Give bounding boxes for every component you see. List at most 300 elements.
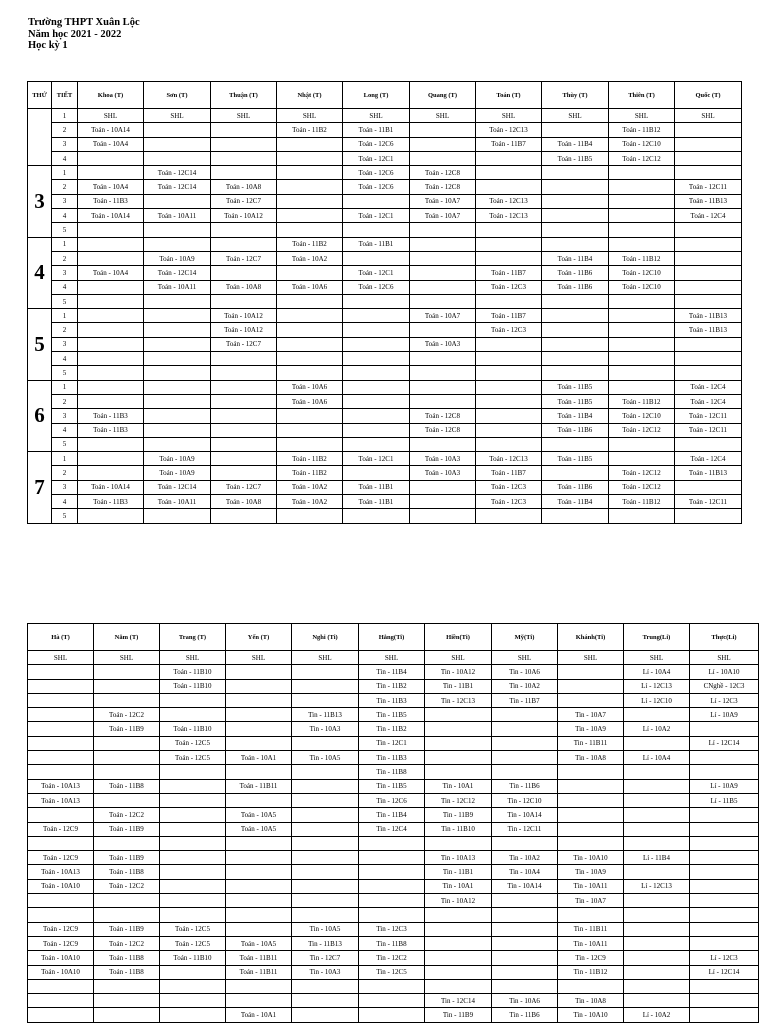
table-cell	[144, 323, 211, 337]
table-cell	[609, 223, 675, 237]
table-cell	[609, 209, 675, 223]
table-cell: Toán - 12C13	[476, 452, 542, 466]
table-cell	[160, 894, 226, 908]
table-row	[28, 380, 742, 394]
table-cell: Toán - 11B5	[542, 452, 609, 466]
table-cell	[226, 922, 292, 936]
table-row	[28, 651, 759, 665]
timetable-bottom	[27, 623, 759, 1023]
table-cell: Toán - 11B12	[609, 251, 675, 265]
table-cell	[476, 366, 542, 380]
table-cell: Toán - 12C14	[144, 166, 211, 180]
table-cell: Toán - 12C13	[476, 123, 542, 137]
table-cell: Toán - 12C5	[160, 751, 226, 765]
table-cell	[609, 452, 675, 466]
table-cell	[28, 908, 94, 922]
table-cell: Tin - 10A5	[292, 922, 359, 936]
table-cell: Tin - 11B13	[292, 708, 359, 722]
table-cell	[425, 936, 492, 950]
table-cell	[492, 965, 558, 979]
table-cell: Toán - 12C7	[211, 337, 277, 351]
table-cell	[78, 251, 144, 265]
table-cell	[624, 779, 690, 793]
table-cell: SHL	[78, 109, 144, 123]
table-cell: Toán - 12C7	[211, 480, 277, 494]
table-cell	[144, 423, 211, 437]
table-cell	[94, 994, 160, 1008]
table-cell	[144, 380, 211, 394]
table-cell	[160, 908, 226, 922]
table-cell	[144, 437, 211, 451]
period-number: 4	[52, 495, 78, 509]
table-row	[28, 266, 742, 280]
table-cell: Toán - 12C1	[343, 266, 410, 280]
table-cell	[425, 965, 492, 979]
column-header: Nghi (Ti)	[292, 624, 359, 651]
table-cell	[292, 808, 359, 822]
table-cell	[558, 822, 624, 836]
table-cell	[675, 352, 742, 366]
period-number: 1	[52, 109, 78, 123]
table-cell: Toán - 10A13	[28, 793, 94, 807]
table-cell	[343, 366, 410, 380]
table-cell: Lí - 12C10	[624, 693, 690, 707]
column-header: Quang (T)	[410, 82, 476, 109]
table-cell	[609, 337, 675, 351]
table-cell	[28, 679, 94, 693]
table-cell: Toán - 11B1	[343, 495, 410, 509]
table-cell: SHL	[28, 651, 94, 665]
table-row	[28, 879, 759, 893]
table-cell	[690, 979, 759, 993]
table-cell: Toán - 11B1	[343, 123, 410, 137]
table-cell: Toán - 12C8	[410, 409, 476, 423]
table-cell	[542, 237, 609, 251]
table-cell: Tin - 11B1	[425, 679, 492, 693]
table-cell: Toán - 12C1	[343, 452, 410, 466]
table-cell: Toán - 12C12	[609, 466, 675, 480]
table-cell	[609, 180, 675, 194]
table-cell: Tin - 12C14	[425, 994, 492, 1008]
table-cell	[410, 394, 476, 408]
table-cell: Tin - 10A8	[558, 994, 624, 1008]
table-cell: Toán - 10A8	[211, 180, 277, 194]
table-cell	[410, 495, 476, 509]
table-cell	[558, 793, 624, 807]
table-cell: Toán - 11B4	[542, 495, 609, 509]
table-cell	[160, 822, 226, 836]
table-cell: Tin - 10A11	[558, 936, 624, 950]
table-row	[28, 123, 742, 137]
table-row	[28, 323, 742, 337]
table-row	[28, 437, 742, 451]
table-cell	[609, 309, 675, 323]
table-cell	[28, 979, 94, 993]
table-cell	[226, 665, 292, 679]
table-cell: Toán - 11B2	[277, 123, 343, 137]
table-cell: Toán - 12C13	[476, 194, 542, 208]
table-cell: Toán - 10A7	[410, 209, 476, 223]
table-cell	[78, 509, 144, 523]
table-cell: Toán - 10A11	[144, 209, 211, 223]
table-cell	[211, 366, 277, 380]
period-number: 1	[52, 237, 78, 251]
table-cell	[160, 836, 226, 850]
table-cell: Tin - 11B3	[359, 751, 425, 765]
table-cell	[144, 352, 211, 366]
table-cell	[690, 1008, 759, 1022]
table-cell: Toán - 12C14	[144, 480, 211, 494]
table-cell: Toán - 12C10	[609, 137, 675, 151]
table-cell	[675, 366, 742, 380]
table-row	[28, 722, 759, 736]
table-cell	[78, 151, 144, 165]
table-row	[28, 194, 742, 208]
table-row	[28, 423, 742, 437]
period-number: 1	[52, 309, 78, 323]
table-cell: Toán - 11B5	[542, 380, 609, 394]
period-number: 5	[52, 509, 78, 523]
table-cell	[78, 366, 144, 380]
table-cell: Toán - 10A4	[78, 137, 144, 151]
table-cell	[690, 765, 759, 779]
table-cell: Toán - 12C5	[160, 736, 226, 750]
table-cell: SHL	[542, 109, 609, 123]
table-cell	[558, 679, 624, 693]
school-year: Năm học 2021 - 2022	[28, 28, 122, 40]
table-cell	[476, 223, 542, 237]
table-cell	[94, 765, 160, 779]
table-cell	[211, 409, 277, 423]
table-cell: Lí - 10A4	[624, 751, 690, 765]
table-row	[28, 822, 759, 836]
table-cell: Toán - 12C7	[211, 251, 277, 265]
table-cell	[277, 352, 343, 366]
table-cell: Tin - 11B2	[359, 722, 425, 736]
period-number: 4	[52, 352, 78, 366]
table-cell: Toán - 10A7	[410, 309, 476, 323]
table-cell	[476, 337, 542, 351]
table-cell	[690, 908, 759, 922]
table-cell: Toán - 10A13	[28, 779, 94, 793]
table-cell	[542, 180, 609, 194]
table-cell: Tin - 10A9	[558, 722, 624, 736]
table-cell	[211, 266, 277, 280]
table-cell: Toán - 11B7	[476, 266, 542, 280]
table-cell: Toán - 11B3	[78, 423, 144, 437]
table-cell	[277, 194, 343, 208]
period-number: 5	[52, 366, 78, 380]
table-cell: Toán - 12C12	[609, 151, 675, 165]
table-cell: Tin - 10A7	[558, 894, 624, 908]
period-number: 3	[52, 266, 78, 280]
table-cell: Toán - 12C8	[410, 180, 476, 194]
table-row	[28, 223, 742, 237]
table-row	[28, 779, 759, 793]
column-header: Thùy (T)	[542, 82, 609, 109]
table-cell: Tin - 10A1	[425, 779, 492, 793]
table-cell	[410, 480, 476, 494]
table-row	[28, 294, 742, 308]
table-cell: Toán - 11B13	[675, 466, 742, 480]
table-cell	[425, 836, 492, 850]
table-cell: Tin - 11B1	[425, 865, 492, 879]
table-cell	[690, 836, 759, 850]
table-cell: SHL	[492, 651, 558, 665]
table-cell: Toán - 11B11	[226, 779, 292, 793]
table-cell	[359, 865, 425, 879]
table-cell	[78, 323, 144, 337]
table-cell: Toán - 11B2	[277, 452, 343, 466]
table-cell	[292, 836, 359, 850]
table-row	[28, 851, 759, 865]
table-cell	[277, 223, 343, 237]
school-name: Trường THPT Xuân Lộc	[28, 17, 140, 28]
table-cell: Tin - 12C10	[492, 793, 558, 807]
table-row	[28, 151, 742, 165]
table-cell: SHL	[211, 109, 277, 123]
table-cell	[277, 423, 343, 437]
table-cell	[211, 137, 277, 151]
table-cell	[425, 736, 492, 750]
table-cell: SHL	[476, 109, 542, 123]
table-cell: Tin - 11B6	[492, 1008, 558, 1022]
table-cell	[624, 994, 690, 1008]
table-cell	[410, 437, 476, 451]
table-cell	[690, 879, 759, 893]
table-cell	[675, 251, 742, 265]
table-cell: Tin - 11B13	[292, 936, 359, 950]
table-cell: Lí - 10A9	[690, 708, 759, 722]
table-cell	[542, 466, 609, 480]
table-cell: Toán - 10A3	[410, 466, 476, 480]
table-cell: Tin - 10A3	[292, 722, 359, 736]
table-cell: SHL	[624, 651, 690, 665]
table-cell	[558, 836, 624, 850]
table-cell	[476, 352, 542, 366]
table-cell	[226, 908, 292, 922]
table-cell: Toán - 10A10	[28, 965, 94, 979]
table-cell: Toán - 11B12	[609, 123, 675, 137]
table-cell	[277, 409, 343, 423]
table-cell: Toán - 11B8	[94, 865, 160, 879]
table-cell	[675, 166, 742, 180]
table-cell	[160, 693, 226, 707]
table-cell: Tin - 12C6	[359, 793, 425, 807]
table-cell: Toán - 10A5	[226, 822, 292, 836]
table-cell	[292, 765, 359, 779]
table-cell: Toán - 10A9	[144, 466, 211, 480]
table-cell	[277, 209, 343, 223]
table-cell	[492, 736, 558, 750]
table-cell	[624, 836, 690, 850]
table-row	[28, 509, 742, 523]
table-cell: Toán - 12C9	[28, 936, 94, 950]
table-cell	[277, 323, 343, 337]
table-cell: Tin - 10A11	[558, 879, 624, 893]
table-cell: Toán - 11B10	[160, 679, 226, 693]
table-cell: SHL	[359, 651, 425, 665]
table-cell	[476, 237, 542, 251]
table-cell: Toán - 12C12	[609, 423, 675, 437]
table-cell	[226, 708, 292, 722]
table-cell	[28, 808, 94, 822]
table-cell	[78, 352, 144, 366]
table-cell	[94, 1008, 160, 1022]
table-cell	[343, 294, 410, 308]
table-cell: Toán - 10A2	[277, 480, 343, 494]
table-cell	[277, 294, 343, 308]
table-cell	[78, 337, 144, 351]
table-cell	[343, 194, 410, 208]
table-cell	[144, 223, 211, 237]
table-cell	[690, 722, 759, 736]
table-cell	[542, 166, 609, 180]
table-cell	[292, 865, 359, 879]
table-cell: Toán - 10A11	[144, 280, 211, 294]
table-cell	[226, 679, 292, 693]
table-cell: Toán - 10A12	[211, 323, 277, 337]
table-cell	[425, 951, 492, 965]
table-cell	[624, 865, 690, 879]
table-cell	[226, 879, 292, 893]
table-cell	[160, 965, 226, 979]
table-cell: Lí - 12C14	[690, 736, 759, 750]
table-cell	[624, 894, 690, 908]
table-cell	[226, 851, 292, 865]
table-cell: Toán - 12C2	[94, 808, 160, 822]
table-cell: Tin - 10A12	[425, 665, 492, 679]
table-cell: Toán - 11B5	[542, 151, 609, 165]
table-cell	[144, 194, 211, 208]
table-row	[28, 480, 742, 494]
table-row	[28, 409, 742, 423]
table-cell	[410, 380, 476, 394]
table-cell	[343, 437, 410, 451]
table-cell	[410, 137, 476, 151]
table-cell: Tin - 10A10	[558, 1008, 624, 1022]
table-cell	[624, 793, 690, 807]
timetable-top	[27, 81, 742, 524]
table-cell: Toán - 11B5	[542, 394, 609, 408]
table-cell	[28, 736, 94, 750]
table-cell: SHL	[425, 651, 492, 665]
table-cell	[144, 137, 211, 151]
table-cell	[144, 509, 211, 523]
period-number: 3	[52, 137, 78, 151]
table-cell	[78, 294, 144, 308]
table-cell	[624, 908, 690, 922]
table-cell: Toán - 10A9	[144, 452, 211, 466]
table-cell	[675, 337, 742, 351]
table-cell: Toán - 11B7	[476, 466, 542, 480]
table-cell	[28, 751, 94, 765]
table-cell	[292, 736, 359, 750]
table-cell	[226, 994, 292, 1008]
period-number: 4	[52, 423, 78, 437]
period-number: 3	[52, 409, 78, 423]
table-cell	[78, 452, 144, 466]
table-cell	[277, 366, 343, 380]
table-cell	[343, 337, 410, 351]
day-label: 6	[28, 380, 52, 451]
table-cell: Tin - 12C13	[425, 693, 492, 707]
table-cell: Toán - 11B13	[675, 309, 742, 323]
table-cell	[609, 366, 675, 380]
table-cell: Toán - 12C5	[160, 922, 226, 936]
table-cell	[675, 437, 742, 451]
table-cell: Toán - 11B6	[542, 280, 609, 294]
table-cell: Toán - 10A7	[410, 194, 476, 208]
table-cell: Lí - 12C14	[690, 965, 759, 979]
table-cell	[292, 793, 359, 807]
table-cell	[410, 323, 476, 337]
table-cell: Toán - 10A14	[78, 123, 144, 137]
period-number: 2	[52, 466, 78, 480]
table-cell	[492, 751, 558, 765]
column-header: Hà (T)	[28, 624, 94, 651]
table-row	[28, 765, 759, 779]
period-number: 5	[52, 294, 78, 308]
table-cell	[160, 793, 226, 807]
table-cell	[28, 665, 94, 679]
table-cell	[675, 266, 742, 280]
table-cell	[160, 865, 226, 879]
table-cell: Tin - 10A3	[292, 965, 359, 979]
table-cell: Toán - 10A10	[28, 951, 94, 965]
table-cell	[144, 151, 211, 165]
table-cell	[609, 237, 675, 251]
table-row	[28, 793, 759, 807]
table-cell	[690, 822, 759, 836]
column-header: Hằng(Ti)	[359, 624, 425, 651]
table-cell: Toán - 12C6	[343, 166, 410, 180]
table-cell	[410, 294, 476, 308]
table-row	[28, 708, 759, 722]
table-cell	[94, 836, 160, 850]
table-cell: Tin - 10A6	[492, 994, 558, 1008]
table-cell: Toán - 12C1	[343, 209, 410, 223]
table-cell	[690, 808, 759, 822]
table-cell	[542, 209, 609, 223]
table-cell	[160, 1008, 226, 1022]
table-row	[28, 352, 742, 366]
table-cell	[624, 822, 690, 836]
table-cell	[211, 237, 277, 251]
table-cell	[624, 808, 690, 822]
table-cell: Lí - 12C13	[624, 879, 690, 893]
table-cell: Toán - 10A3	[410, 452, 476, 466]
table-cell	[94, 793, 160, 807]
table-cell: Toán - 12C2	[94, 708, 160, 722]
table-row	[28, 693, 759, 707]
table-cell	[144, 294, 211, 308]
table-row	[28, 994, 759, 1008]
table-cell: Tin - 10A14	[492, 879, 558, 893]
period-number: 5	[52, 437, 78, 451]
table-cell	[144, 337, 211, 351]
column-header: Long (T)	[343, 82, 410, 109]
table-cell	[609, 323, 675, 337]
table-cell	[410, 266, 476, 280]
table-cell: Lí - 10A4	[624, 665, 690, 679]
table-cell	[144, 309, 211, 323]
table-row	[28, 922, 759, 936]
table-cell: Toán - 12C4	[675, 394, 742, 408]
table-row	[28, 836, 759, 850]
table-cell	[425, 979, 492, 993]
table-cell: Toán - 10A8	[211, 280, 277, 294]
